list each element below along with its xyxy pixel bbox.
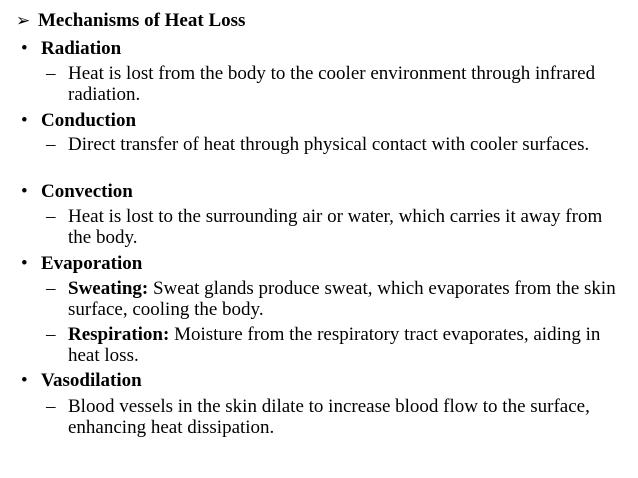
topic-radiation: [21, 37, 121, 60]
detail-text: Heat is lost from the body to the cooler environment through infrared radiation.: [68, 63, 596, 105]
sweating-detail: [46, 278, 626, 320]
topic-title: Vasodilation: [41, 370, 142, 391]
conduction-detail: [46, 134, 626, 155]
detail-term: Respiration:: [68, 324, 170, 345]
detail-body: Sweat glands produce sweat, which evaporates from the skin surface, cooling the body.: [68, 278, 616, 320]
vasodilation-detail: [46, 396, 626, 438]
dash-icon: –: [46, 324, 56, 345]
respiration-detail: [46, 324, 626, 366]
topic-vasodilation: [21, 369, 142, 392]
topic-convection: [21, 180, 133, 203]
detail-text: [68, 324, 626, 366]
topic-title: Radiation: [41, 38, 122, 59]
bullet-icon: •: [21, 38, 28, 59]
topic-conduction: [21, 109, 136, 132]
dash-icon: –: [46, 396, 56, 417]
topic-title: Evaporation: [41, 253, 143, 274]
topic-title: Convection: [41, 181, 133, 202]
topic-title: Conduction: [41, 110, 137, 131]
topic-evaporation: [21, 252, 142, 275]
dash-icon: –: [46, 278, 56, 299]
detail-text: [68, 278, 626, 320]
detail-text: Heat is lost to the surrounding air or water, which carries it away from the body.: [68, 206, 603, 248]
slide-heading: [16, 9, 245, 33]
detail-body: Moisture from the respiratory tract evaporates, aiding in heat loss.: [68, 324, 601, 366]
detail-text: Blood vessels in the skin dilate to increase blood flow to the surface, enhancing heat dissipation.: [68, 396, 590, 438]
heading-text: Mechanisms of Heat Loss: [38, 10, 246, 31]
convection-detail: [46, 206, 626, 248]
detail-text: Direct transfer of heat through physical contact with cooler surfaces.: [68, 134, 590, 155]
detail-term: Sweating:: [68, 278, 149, 299]
dash-icon: –: [46, 134, 56, 155]
dash-icon: –: [46, 63, 56, 84]
dash-icon: –: [46, 206, 56, 227]
bullet-icon: •: [21, 370, 28, 391]
arrow-bullet-icon: ➢: [16, 11, 31, 30]
bullet-icon: •: [21, 253, 28, 274]
bullet-icon: •: [21, 181, 28, 202]
radiation-detail: [46, 63, 626, 105]
bullet-icon: •: [21, 110, 28, 131]
